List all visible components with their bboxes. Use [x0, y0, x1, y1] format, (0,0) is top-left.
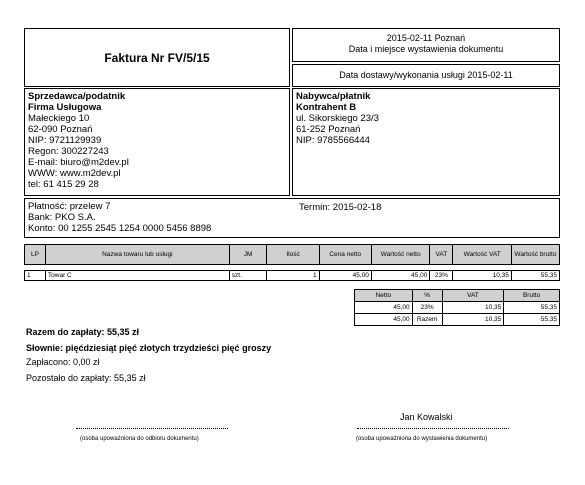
receiver-signature-line [76, 428, 228, 429]
seller-line: Małeckiego 10 [28, 113, 90, 124]
col-qty: Ilość [267, 245, 319, 265]
cell-net-value: 45,00 [371, 271, 430, 281]
table-row [25, 271, 560, 281]
delivery-date-box [292, 64, 560, 87]
cell-gross-value: 55,35 [511, 271, 559, 281]
col-net-value: Wartość netto [371, 245, 430, 265]
summary-col-net: Netto [355, 290, 413, 302]
cell-qty: 1 [267, 271, 319, 281]
summary-col-vat: VAT [442, 290, 504, 302]
summary-total-label: Razem [412, 314, 442, 326]
col-vat-value: Wartość VAT [453, 245, 512, 265]
seller-line: NIP: 9721129939 [28, 135, 102, 146]
col-unit: JM [229, 245, 267, 265]
bank-account: Konto: 00 1255 2545 1254 0000 5456 8898 [28, 223, 212, 234]
cell-vat: 23% [430, 271, 453, 281]
items-table [24, 244, 560, 281]
bank-name: Bank: PKO S.A. [28, 212, 96, 223]
summary-gross: 55,35 [504, 302, 560, 314]
col-net-price: Cena netto [319, 245, 371, 265]
seller-line: Regon: 300227243 [28, 146, 109, 157]
seller-line: tel: 61 415 29 28 [28, 179, 99, 190]
summary-total-row [355, 314, 560, 326]
summary-col-gross: Brutto [504, 290, 560, 302]
payment-box [24, 198, 560, 238]
col-name: Nazwa towaru lub usługi [45, 245, 229, 265]
amount-remaining: Pozostało do zapłaty: 55,35 zł [26, 373, 146, 383]
total-to-pay: Razem do zapłaty: 55,35 zł [26, 327, 140, 337]
vat-summary-table [354, 289, 560, 326]
summary-rate: 23% [412, 302, 442, 314]
cell-unit: szt. [229, 271, 267, 281]
buyer-line: ul. Sikorskiego 23/3 [296, 113, 379, 124]
buyer-line: NIP: 9785566444 [296, 135, 370, 146]
buyer-name: Kontrahent B [296, 102, 357, 113]
payment-method: Płatność: przelew 7 [28, 201, 111, 212]
issuer-signature-line [357, 428, 509, 429]
seller-line: 62-090 Poznań [28, 124, 93, 135]
buyer-box [292, 88, 560, 196]
summary-row [355, 302, 560, 314]
issuer-name: Jan Kowalski [400, 412, 453, 422]
summary-vat: 10,35 [442, 302, 504, 314]
seller-box [24, 88, 290, 196]
invoice-title-box [24, 28, 290, 87]
cell-vat-value: 10,35 [453, 271, 512, 281]
issue-date-box [292, 28, 560, 62]
seller-header: Sprzedawca/podatnik [28, 91, 126, 102]
cell-net-price: 45,00 [319, 271, 371, 281]
payment-term: Termin: 2015-02-18 [299, 202, 382, 213]
summary-col-rate: % [412, 290, 442, 302]
amount-paid: Zapłacono: 0,00 zł [26, 357, 100, 367]
col-lp: LP [25, 245, 46, 265]
summary-total-vat: 10,35 [442, 314, 504, 326]
summary-total-gross: 55,35 [504, 314, 560, 326]
col-vat: VAT [430, 245, 453, 265]
seller-line: WWW: www.m2dev.pl [28, 168, 121, 179]
issue-place-date: 2015-02-11 Poznań [386, 33, 466, 43]
buyer-line: 61-252 Poznań [296, 124, 361, 135]
seller-name: Firma Usługowa [28, 102, 102, 113]
delivery-date: Data dostawy/wykonania usługi 2015-02-11 [339, 70, 513, 80]
invoice-title: Faktura Nr FV/5/15 [104, 51, 210, 65]
buyer-header: Nabywca/płatnik [296, 91, 371, 102]
issue-place-date-label: Data i miejsce wystawienia dokumentu [348, 44, 504, 54]
cell-lp: 1 [25, 271, 46, 281]
issuer-caption: (osoba upoważniona do wystawienia dokumentu) [356, 436, 488, 442]
col-gross-value: Wartość brutto [511, 245, 559, 265]
summary-net: 45,00 [355, 302, 413, 314]
receiver-caption: (osoba upoważniona do odbioru dokumentu) [80, 436, 199, 442]
seller-line: E-mail: biuro@m2dev.pl [28, 157, 129, 168]
cell-name: Towar C [45, 271, 229, 281]
summary-total-net: 45,00 [355, 314, 413, 326]
total-in-words: Słownie: pięćdziesiąt pięć złotych trzydzieści pięć groszy [26, 343, 272, 353]
